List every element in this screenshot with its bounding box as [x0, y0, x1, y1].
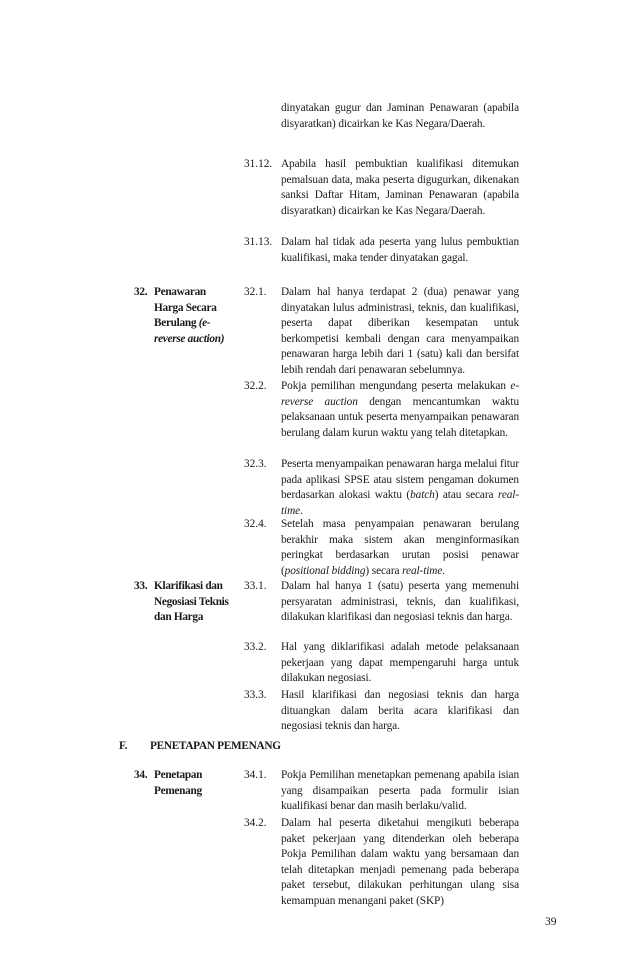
clause-number: 33.2.: [244, 641, 267, 653]
text-run: dengan mencantumkan waktu pelaksanaan untuk peserta menyampaikan penawaran berulang dalam kurun waktu yang telah ditetapkan.: [281, 395, 519, 439]
text-run: .: [300, 504, 303, 517]
heading-title-italic: (e-reverse auction): [154, 317, 225, 345]
heading-number: 32.: [134, 286, 148, 298]
clause-number: 32.3.: [244, 458, 267, 470]
clause-number: 33.1.: [244, 580, 267, 592]
heading-title: Penetapan Pemenang: [154, 769, 203, 797]
clause-33-3: Hasil klarifikasi dan negosiasi teknis dan harga dituangkan dalam berita acara klarifikasi dan negosiasi teknis dan harga.: [281, 689, 519, 733]
text-run: Peserta menyampaikan penawaran harga melalui fitur pada aplikasi SPSE atau sistem pengaman dokumen berdasarkan alokasi waktu (: [281, 458, 519, 502]
section-letter: F.: [119, 740, 128, 752]
section-title: PENETAPAN PEMENANG: [150, 740, 281, 752]
heading-number: 33.: [134, 580, 148, 592]
italic-run: e-reverse auction: [281, 380, 519, 408]
heading-title-text: Penawaran Harga Secara Berulang: [154, 286, 217, 330]
clause-31-12: Apabila hasil pembuktian kualifikasi ditemukan pemalsuan data, maka peserta digugurkan, dikenakan sanksi Daftar Hitam, Jaminan Penawaran (apabila disyaratkan) dicairkan ke Kas Negara/Daerah.: [281, 158, 519, 217]
text-run: ) atau secara: [434, 489, 494, 502]
clause-33-1: Dalam hal hanya 1 (satu) peserta yang memenuhi persyaratan administrasi, teknis, dan kualifikasi, dilakukan klarifikasi dan negosiasi teknis dan harga.: [281, 580, 519, 624]
clause-33-2: Hal yang diklarifikasi adalah metode pelaksanaan pekerjaan yang dapat mempengaruhi harga untuk dilakukan negosiasi.: [281, 641, 519, 685]
italic-run: positional bidding: [284, 564, 366, 577]
clause-32-3: [281, 457, 519, 519]
heading-title: Klarifikasi dan Negosiasi Teknis dan Harga: [154, 580, 229, 624]
clause-number: 32.2.: [244, 380, 267, 392]
clause-number: 31.13.: [244, 236, 273, 248]
text-run: ) secara: [365, 564, 400, 577]
clause-number: 32.1.: [244, 286, 267, 298]
text-run: Setelah masa penyampaian penawaran berulang berakhir maka sistem akan menginformasikan peringkat berdasarkan urutan posisi penawar (: [281, 518, 519, 577]
clause-number: 33.3.: [244, 689, 267, 701]
clause-31-11-continuation: dinyatakan gugur dan Jaminan Penawaran (apabila disyaratkan) dicairkan ke Kas Negara/Daerah.: [281, 102, 519, 130]
clause-34-2: Dalam hal peserta diketahui mengikuti beberapa paket pekerjaan yang ditenderkan oleh beberapa Pokja Pemilihan dalam waktu yang bersamaan dan telah ditetapkan menjadi pemenang pada beberapa paket tersebut, dilakukan perhitungan ulang sisa kemampuan menangani paket (SKP): [281, 817, 519, 907]
heading-number: 34.: [134, 769, 148, 781]
italic-run: real-time: [402, 564, 443, 577]
clause-number: 31.12.: [244, 158, 273, 170]
text-run: .: [442, 564, 445, 577]
clause-32-2: [281, 379, 519, 441]
clause-number: 32.4.: [244, 518, 267, 530]
italic-run: batch: [410, 489, 435, 502]
clause-32-1: Dalam hal hanya terdapat 2 (dua) penawar yang dinyatakan lulus administrasi, teknis, dan kualifikasi, peserta dapat diberikan kesempatan untuk berkompetisi kembali dengan cara menyampaikan penawaran harga lebih dari 1 (satu) kali dan bersifat lebih rendah dari penawaran sebelumnya.: [281, 286, 519, 376]
page-number: 39: [545, 916, 557, 928]
clause-32-4: [281, 517, 519, 579]
text-run: Pokja pemilihan mengundang peserta melakukan: [281, 380, 506, 392]
heading-title: [154, 285, 234, 347]
clause-number: 34.2.: [244, 817, 267, 829]
clause-31-13: Dalam hal tidak ada peserta yang lulus pembuktian kualifikasi, maka tender dinyatakan gagal.: [281, 236, 519, 264]
italic-run: real-time: [281, 489, 520, 517]
clause-number: 34.1.: [244, 769, 267, 781]
clause-34-1: Pokja Pemilihan menetapkan pemenang apabila isian yang disampaikan peserta pada formulir isian kualifikasi benar dan masih berlaku/valid.: [281, 769, 519, 813]
